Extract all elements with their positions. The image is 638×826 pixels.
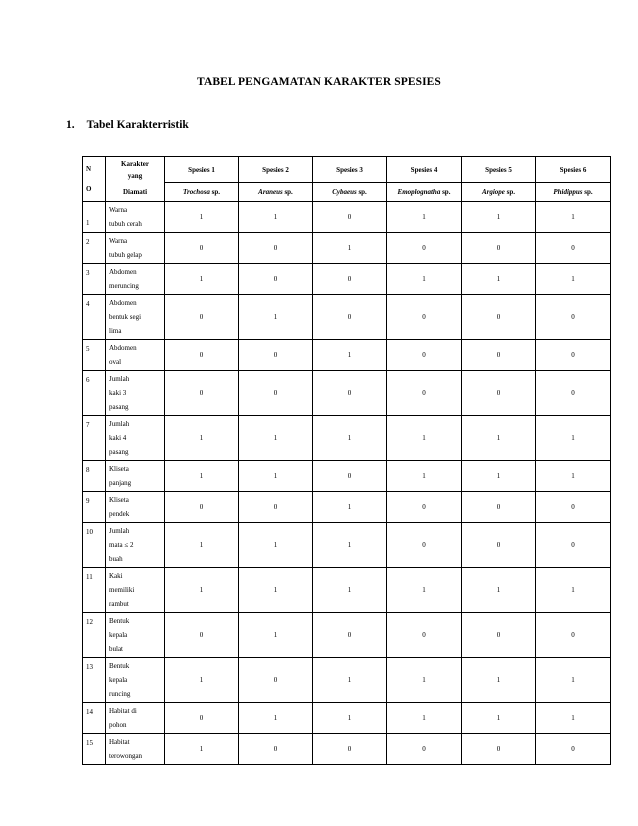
cell-value-species-5: 0 bbox=[462, 340, 536, 371]
row-number: 2 bbox=[83, 233, 106, 264]
species-genus: Trochosa bbox=[182, 188, 210, 196]
cell-value-species-6: 0 bbox=[536, 340, 611, 371]
header-row-bottom bbox=[83, 183, 611, 202]
section-heading bbox=[66, 119, 189, 131]
cell-value-species-2: 1 bbox=[239, 202, 313, 233]
cell-value-species-4: 1 bbox=[387, 568, 462, 613]
row-karakter: Jumlah kaki 4 pasang bbox=[106, 416, 165, 461]
header-species-name bbox=[462, 183, 536, 202]
cell-value-species-3: 0 bbox=[313, 202, 387, 233]
row-karakter: Abdomen bentuk segi lima bbox=[106, 295, 165, 340]
cell-value-species-2: 0 bbox=[239, 658, 313, 703]
cell-value-species-5: 1 bbox=[462, 703, 536, 734]
table-row bbox=[83, 340, 611, 371]
table-row bbox=[83, 492, 611, 523]
cell-value-species-4: 0 bbox=[387, 492, 462, 523]
header-species-name bbox=[313, 183, 387, 202]
cell-value-species-1: 1 bbox=[165, 202, 239, 233]
cell-value-species-1: 1 bbox=[165, 658, 239, 703]
page-title: TABEL PENGAMATAN KARAKTER SPESIES bbox=[197, 76, 441, 88]
row-karakter: Habitat di pohon bbox=[106, 703, 165, 734]
cell-value-species-2: 1 bbox=[239, 461, 313, 492]
cell-value-species-6: 0 bbox=[536, 523, 611, 568]
cell-value-species-3: 1 bbox=[313, 233, 387, 264]
header-species-name bbox=[536, 183, 611, 202]
species-suffix: sp. bbox=[282, 188, 293, 196]
section-number: 1. bbox=[66, 119, 75, 131]
cell-value-species-3: 1 bbox=[313, 340, 387, 371]
row-karakter: Jumlah mata ≤ 2 buah bbox=[106, 523, 165, 568]
cell-value-species-1: 1 bbox=[165, 568, 239, 613]
cell-value-species-4: 0 bbox=[387, 340, 462, 371]
cell-value-species-2: 0 bbox=[239, 492, 313, 523]
cell-value-species-2: 1 bbox=[239, 295, 313, 340]
cell-value-species-1: 1 bbox=[165, 734, 239, 765]
cell-value-species-6: 1 bbox=[536, 703, 611, 734]
table-row bbox=[83, 295, 611, 340]
cell-value-species-5: 1 bbox=[462, 202, 536, 233]
header-karakter-bottom: Diamati bbox=[106, 183, 165, 202]
row-karakter: Jumlah kaki 3 pasang bbox=[106, 371, 165, 416]
table-row bbox=[83, 461, 611, 492]
cell-value-species-3: 0 bbox=[313, 734, 387, 765]
row-karakter: Kliseta panjang bbox=[106, 461, 165, 492]
table-row bbox=[83, 523, 611, 568]
cell-value-species-4: 0 bbox=[387, 233, 462, 264]
cell-value-species-6: 1 bbox=[536, 202, 611, 233]
species-genus: Araneus bbox=[258, 188, 283, 196]
header-no: N O bbox=[83, 157, 106, 202]
cell-value-species-3: 1 bbox=[313, 492, 387, 523]
cell-value-species-2: 0 bbox=[239, 233, 313, 264]
species-suffix: sp. bbox=[209, 188, 221, 196]
species-genus: Cybaeus bbox=[332, 188, 357, 196]
species-genus: Phidippus bbox=[553, 188, 583, 196]
table-row bbox=[83, 568, 611, 613]
cell-value-species-5: 1 bbox=[462, 461, 536, 492]
header-species-label: Spesies 2 bbox=[239, 157, 313, 183]
cell-value-species-6: 1 bbox=[536, 568, 611, 613]
cell-value-species-3: 1 bbox=[313, 658, 387, 703]
cell-value-species-6: 1 bbox=[536, 658, 611, 703]
cell-value-species-1: 0 bbox=[165, 233, 239, 264]
cell-value-species-1: 1 bbox=[165, 416, 239, 461]
cell-value-species-3: 0 bbox=[313, 461, 387, 492]
header-species-label: Spesies 3 bbox=[313, 157, 387, 183]
header-species-name bbox=[239, 183, 313, 202]
table-row bbox=[83, 233, 611, 264]
cell-value-species-1: 0 bbox=[165, 613, 239, 658]
table-row bbox=[83, 734, 611, 765]
species-suffix: sp. bbox=[356, 188, 367, 196]
row-karakter: Kliseta pendek bbox=[106, 492, 165, 523]
header-species-label: Spesies 4 bbox=[387, 157, 462, 183]
cell-value-species-3: 0 bbox=[313, 295, 387, 340]
table-row bbox=[83, 264, 611, 295]
cell-value-species-6: 1 bbox=[536, 461, 611, 492]
cell-value-species-4: 1 bbox=[387, 416, 462, 461]
table-row bbox=[83, 202, 611, 233]
header-species-label: Spesies 6 bbox=[536, 157, 611, 183]
cell-value-species-5: 0 bbox=[462, 295, 536, 340]
cell-value-species-1: 1 bbox=[165, 461, 239, 492]
cell-value-species-4: 0 bbox=[387, 613, 462, 658]
cell-value-species-6: 0 bbox=[536, 233, 611, 264]
section-label: Tabel Karakterristik bbox=[86, 119, 189, 131]
cell-value-species-1: 0 bbox=[165, 703, 239, 734]
cell-value-species-2: 0 bbox=[239, 264, 313, 295]
row-karakter: Habitat terowongan bbox=[106, 734, 165, 765]
cell-value-species-2: 1 bbox=[239, 523, 313, 568]
row-number: 6 bbox=[83, 371, 106, 416]
cell-value-species-6: 0 bbox=[536, 734, 611, 765]
row-number: 13 bbox=[83, 658, 106, 703]
cell-value-species-2: 0 bbox=[239, 340, 313, 371]
header-species-label: Spesies 1 bbox=[165, 157, 239, 183]
cell-value-species-5: 1 bbox=[462, 658, 536, 703]
cell-value-species-6: 0 bbox=[536, 295, 611, 340]
cell-value-species-4: 0 bbox=[387, 371, 462, 416]
cell-value-species-5: 1 bbox=[462, 416, 536, 461]
cell-value-species-3: 0 bbox=[313, 371, 387, 416]
cell-value-species-3: 1 bbox=[313, 523, 387, 568]
row-number: 12 bbox=[83, 613, 106, 658]
characteristics-table bbox=[82, 156, 611, 765]
cell-value-species-1: 0 bbox=[165, 371, 239, 416]
cell-value-species-6: 0 bbox=[536, 371, 611, 416]
cell-value-species-1: 0 bbox=[165, 492, 239, 523]
cell-value-species-2: 1 bbox=[239, 703, 313, 734]
cell-value-species-4: 0 bbox=[387, 734, 462, 765]
header-species-name bbox=[387, 183, 462, 202]
row-number: 9 bbox=[83, 492, 106, 523]
cell-value-species-6: 0 bbox=[536, 492, 611, 523]
cell-value-species-5: 0 bbox=[462, 233, 536, 264]
row-karakter: Abdomen meruncing bbox=[106, 264, 165, 295]
species-suffix: sp. bbox=[504, 188, 516, 196]
row-number: 11 bbox=[83, 568, 106, 613]
table-body bbox=[83, 202, 611, 765]
row-karakter: Bentuk kepala runcing bbox=[106, 658, 165, 703]
cell-value-species-6: 0 bbox=[536, 613, 611, 658]
cell-value-species-1: 0 bbox=[165, 295, 239, 340]
cell-value-species-2: 1 bbox=[239, 613, 313, 658]
table-row bbox=[83, 416, 611, 461]
species-suffix: sp. bbox=[582, 188, 593, 196]
cell-value-species-5: 0 bbox=[462, 492, 536, 523]
cell-value-species-6: 1 bbox=[536, 264, 611, 295]
cell-value-species-5: 1 bbox=[462, 264, 536, 295]
row-number: 15 bbox=[83, 734, 106, 765]
row-karakter: Bentuk kepala bulat bbox=[106, 613, 165, 658]
cell-value-species-4: 0 bbox=[387, 523, 462, 568]
cell-value-species-4: 1 bbox=[387, 703, 462, 734]
cell-value-species-5: 1 bbox=[462, 568, 536, 613]
cell-value-species-1: 0 bbox=[165, 340, 239, 371]
cell-value-species-4: 0 bbox=[387, 295, 462, 340]
cell-value-species-1: 1 bbox=[165, 523, 239, 568]
table-row bbox=[83, 703, 611, 734]
row-karakter: Warna tubuh cerah bbox=[106, 202, 165, 233]
table-row bbox=[83, 658, 611, 703]
header-species-label: Spesies 5 bbox=[462, 157, 536, 183]
cell-value-species-3: 1 bbox=[313, 703, 387, 734]
cell-value-species-6: 1 bbox=[536, 416, 611, 461]
header-species-name bbox=[165, 183, 239, 202]
species-suffix: sp. bbox=[440, 188, 451, 196]
row-number: 5 bbox=[83, 340, 106, 371]
row-number: 7 bbox=[83, 416, 106, 461]
cell-value-species-3: 0 bbox=[313, 264, 387, 295]
row-number: 8 bbox=[83, 461, 106, 492]
row-number: 10 bbox=[83, 523, 106, 568]
cell-value-species-3: 1 bbox=[313, 416, 387, 461]
row-karakter: Abdomen oval bbox=[106, 340, 165, 371]
cell-value-species-3: 1 bbox=[313, 568, 387, 613]
cell-value-species-2: 0 bbox=[239, 371, 313, 416]
species-genus: Argiope bbox=[481, 188, 505, 196]
cell-value-species-4: 1 bbox=[387, 658, 462, 703]
row-karakter: Warna tubuh gelap bbox=[106, 233, 165, 264]
cell-value-species-4: 1 bbox=[387, 461, 462, 492]
row-number: 4 bbox=[83, 295, 106, 340]
species-genus: Emoplognatha bbox=[397, 188, 441, 196]
cell-value-species-1: 1 bbox=[165, 264, 239, 295]
row-number: 1 bbox=[83, 202, 106, 233]
cell-value-species-5: 0 bbox=[462, 613, 536, 658]
cell-value-species-5: 0 bbox=[462, 734, 536, 765]
row-number: 14 bbox=[83, 703, 106, 734]
cell-value-species-2: 1 bbox=[239, 568, 313, 613]
row-number: 3 bbox=[83, 264, 106, 295]
cell-value-species-4: 1 bbox=[387, 202, 462, 233]
header-row-top bbox=[83, 157, 611, 183]
header-karakter-top: Karakter yang bbox=[106, 157, 165, 183]
row-karakter: Kaki memiliki rambut bbox=[106, 568, 165, 613]
cell-value-species-2: 1 bbox=[239, 416, 313, 461]
table-row bbox=[83, 613, 611, 658]
cell-value-species-3: 0 bbox=[313, 613, 387, 658]
cell-value-species-4: 1 bbox=[387, 264, 462, 295]
table-row bbox=[83, 371, 611, 416]
cell-value-species-5: 0 bbox=[462, 371, 536, 416]
cell-value-species-5: 0 bbox=[462, 523, 536, 568]
cell-value-species-2: 0 bbox=[239, 734, 313, 765]
